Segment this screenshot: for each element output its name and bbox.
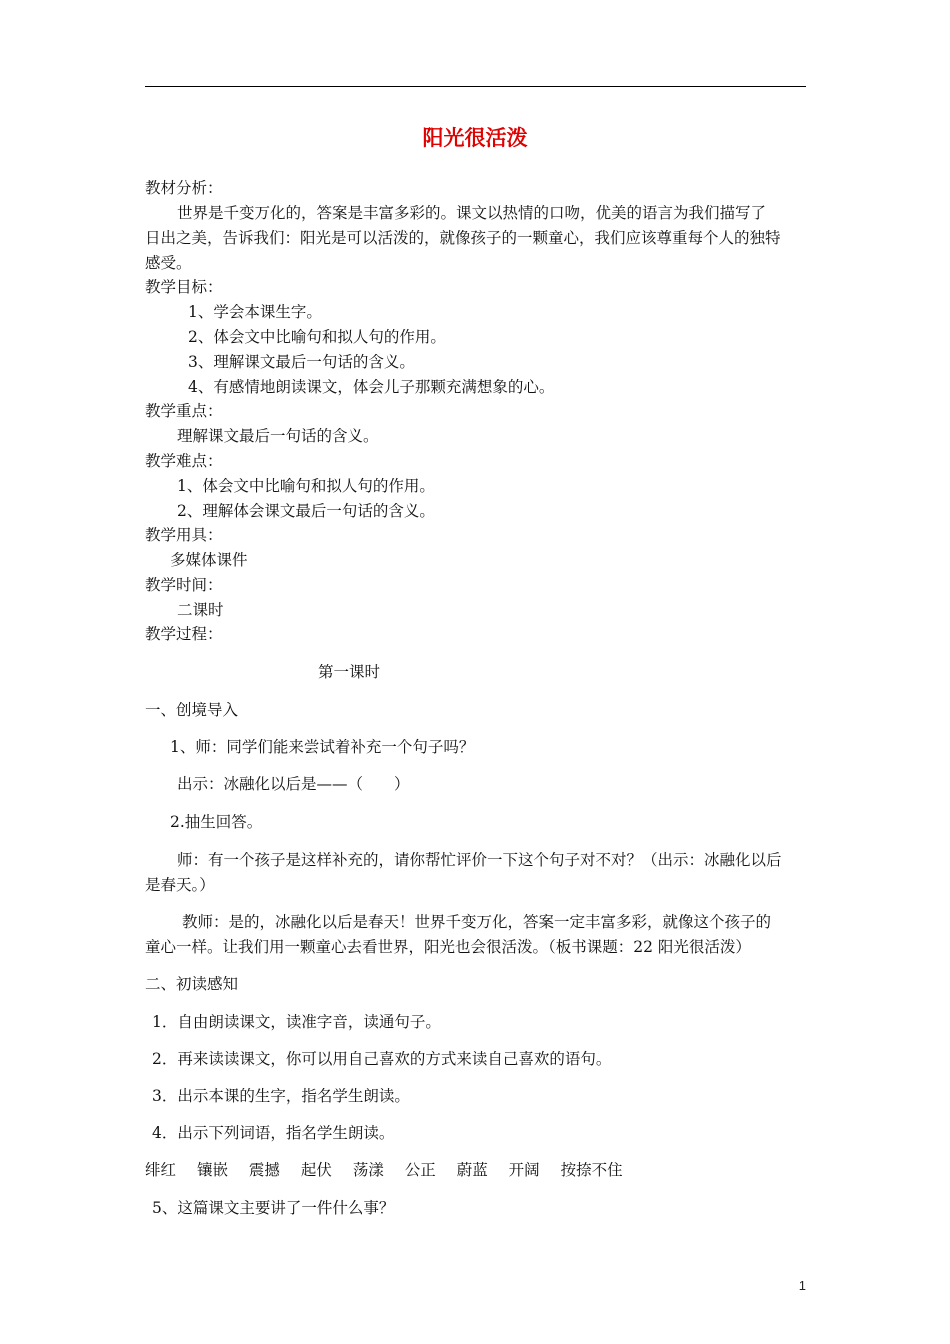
teacher-paragraph-line: 师：有一个孩子是这样补充的，请你帮忙评价一下这个句子对不对？（出示：冰融化以后	[177, 851, 782, 869]
section-item: 3．出示本课的生字，指名学生朗读。	[152, 1087, 410, 1105]
goal-item: 3、理解课文最后一句话的含义。	[188, 353, 415, 371]
page-number: 1	[798, 1278, 806, 1293]
difficulties-heading: 教学难点：	[145, 452, 223, 470]
teacher-paragraph-line: 童心一样。让我们用一颗童心去看世界，阳光也会很活泼。（板书课题：22 阳光很活泼）	[145, 938, 751, 956]
section-item: 1．自由朗读课文，读准字音，读通句子。	[152, 1013, 441, 1031]
vocabulary-word: 开阔	[508, 1161, 540, 1179]
teacher-paragraph-line: 是春天。）	[145, 876, 215, 894]
goal-item: 4、有感情地朗读课文，体会儿子那颗充满想象的心。	[188, 378, 555, 396]
difficulty-item: 2、理解体会课文最后一句话的含义。	[177, 502, 435, 520]
tools-heading: 教学用具：	[145, 526, 223, 544]
section-item: 2.抽生回答。	[170, 813, 263, 831]
vocabulary-word: 公正	[404, 1161, 436, 1179]
vocabulary-word: 荡漾	[352, 1161, 384, 1179]
vocabulary-word: 起伏	[300, 1161, 332, 1179]
analysis-heading: 教材分析：	[145, 179, 223, 197]
key-points-heading: 教学重点：	[145, 402, 223, 420]
time-heading: 教学时间：	[145, 576, 223, 594]
vocabulary-list	[145, 1159, 639, 1181]
section-item: 出示：冰融化以后是——（ ）	[177, 775, 410, 793]
vocabulary-word: 镶嵌	[196, 1161, 228, 1179]
goal-item: 1、学会本课生字。	[188, 303, 322, 321]
document-title: 阳光很活泼	[422, 126, 528, 150]
section-heading: 二、初读感知	[145, 975, 239, 993]
goal-item: 2、体会文中比喻句和拟人句的作用。	[188, 328, 446, 346]
section-heading: 一、创境导入	[145, 701, 239, 719]
section-item: 5、这篇课文主要讲了一件什么事？	[152, 1199, 395, 1217]
header-rule	[145, 86, 806, 87]
goals-heading: 教学目标：	[145, 278, 223, 296]
tools-text: 多媒体课件	[170, 551, 248, 569]
time-text: 二课时	[177, 601, 224, 619]
vocabulary-word: 按捺不住	[560, 1161, 623, 1179]
teacher-paragraph-line: 教师：是的，冰融化以后是春天！世界千变万化，答案一定丰富多彩，就像这个孩子的	[182, 913, 772, 931]
difficulty-item: 1、体会文中比喻句和拟人句的作用。	[177, 477, 435, 495]
key-points-text: 理解课文最后一句话的含义。	[177, 427, 379, 445]
analysis-line: 日出之美，告诉我们：阳光是可以活泼的，就像孩子的一颗童心，我们应该尊重每个人的独特	[145, 229, 781, 247]
lesson-heading: 第一课时	[318, 663, 381, 681]
section-item: 4．出示下列词语，指名学生朗读。	[152, 1124, 395, 1142]
vocabulary-word: 震撼	[248, 1161, 280, 1179]
section-item: 2．再来读读课文，你可以用自己喜欢的方式来读自己喜欢的语句。	[152, 1050, 612, 1068]
section-item: 1、师：同学们能来尝试着补充一个句子吗？	[170, 738, 475, 756]
process-heading: 教学过程：	[145, 625, 223, 643]
analysis-line: 感受。	[145, 254, 192, 272]
analysis-line: 世界是千变万化的，答案是丰富多彩的。课文以热情的口吻，优美的语言为我们描写了	[177, 204, 767, 222]
vocabulary-word: 绯红	[145, 1161, 177, 1179]
vocabulary-word: 蔚蓝	[456, 1161, 488, 1179]
